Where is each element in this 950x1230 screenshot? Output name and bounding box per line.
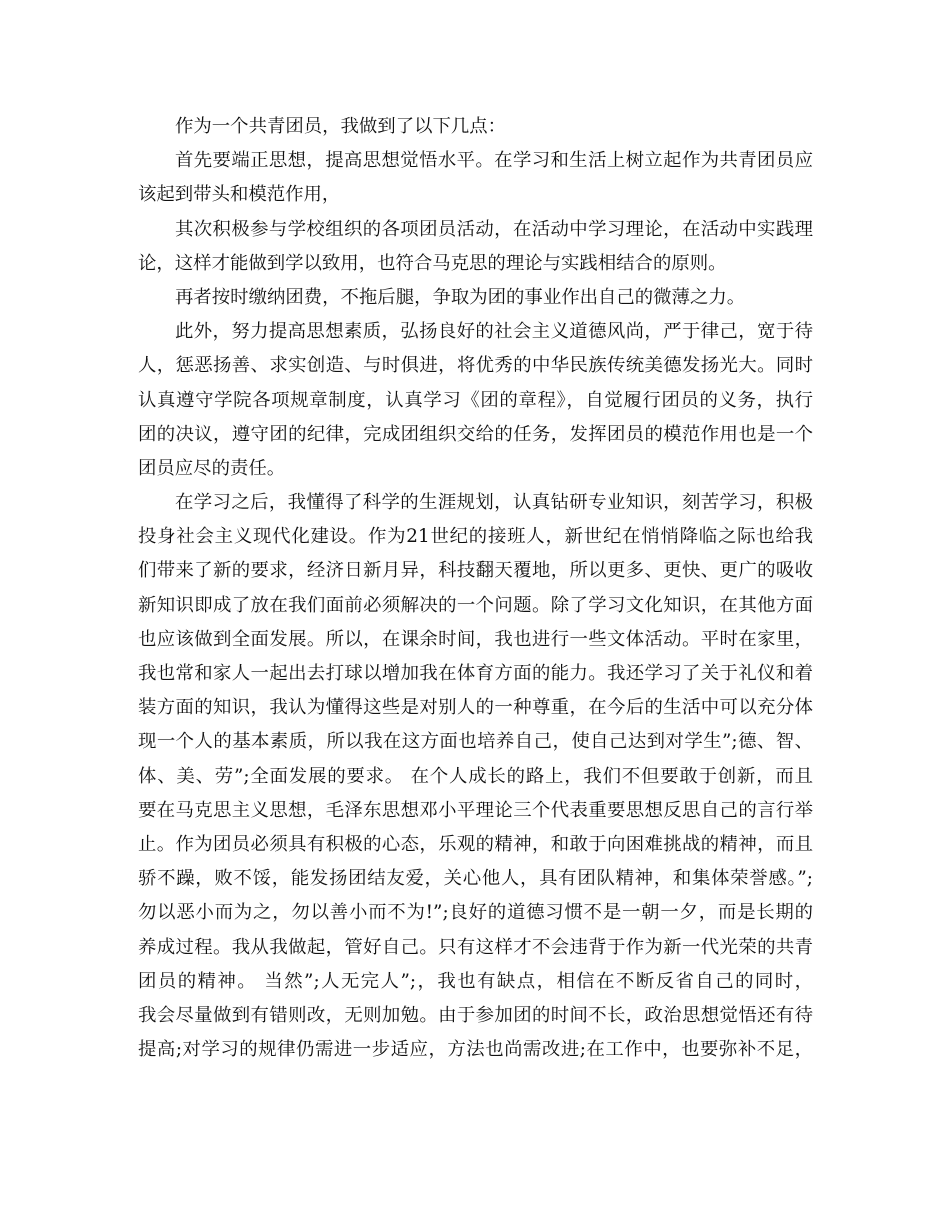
text-line: 投身社会主义现代化建设。作为21世纪的接班人，新世纪在悄悄降临之际也给我 xyxy=(138,526,813,548)
text-line: 人，惩恶扬善、求实创造、与时俱进，将优秀的中华民族传统美德发扬光大。同时 xyxy=(138,355,813,377)
document-body xyxy=(138,110,813,1067)
text-line: 提高;对学习的规律仍需进一步适应，方法也尚需改进;在工作中，也要弥补不足， xyxy=(138,1039,813,1061)
text-line: 装方面的知识，我认为懂得这些是对别人的一种尊重，在今后的生活中可以充分体 xyxy=(138,697,813,719)
paragraph xyxy=(138,315,813,486)
text-line: 该起到带头和模范作用， xyxy=(138,184,341,206)
paragraph xyxy=(138,144,813,212)
paragraph xyxy=(138,486,813,1067)
text-line: 也应该做到全面发展。所以，在课余时间，我也进行一些文体活动。平时在家里， xyxy=(138,628,813,650)
text-line: 新知识即成了放在我们面前必须解决的一个问题。除了学习文化知识，在其他方面 xyxy=(138,594,813,616)
text-line: 们带来了新的要求，经济日新月异，科技翻天覆地，所以更多、更快、更广的吸收 xyxy=(138,560,813,582)
text-line: 再者按时缴纳团费，不拖后腿，争取为团的事业作出自己的微薄之力。 xyxy=(175,286,746,308)
text-line: 勿以恶小而为之，勿以善小而不为!”;良好的道德习惯不是一朝一夕，而是长期的 xyxy=(138,902,813,924)
text-line: 骄不躁，败不馁，能发扬团结友爱，关心他人，具有团队精神，和集体荣誉感。”; xyxy=(138,868,813,890)
paragraph xyxy=(138,110,813,144)
text-line: 我会尽量做到有错则改，无则加勉。由于参加团的时间不长，政治思想觉悟还有待 xyxy=(138,1004,813,1026)
text-line: 团员的精神。 当然”;人无完人”;，我也有缺点，相信在不断反省自己的同时， xyxy=(138,970,813,992)
text-line: 要在马克思主义思想，毛泽东思想邓小平理论三个代表重要思想反思自己的言行举 xyxy=(138,799,813,821)
text-line: 我也常和家人一起出去打球以增加我在体育方面的能力。我还学习了关于礼仪和着 xyxy=(138,663,813,684)
text-line: 首先要端正思想，提高思想觉悟水平。在学习和生活上树立起作为共青团员应 xyxy=(175,150,813,172)
text-line: 其次积极参与学校组织的各项团员活动，在活动中学习理论，在活动中实践理 xyxy=(175,218,813,240)
text-line: 现一个人的基本素质，所以我在这方面也培养自己，使自己达到对学生”;德、智、 xyxy=(138,731,813,753)
paragraph xyxy=(138,213,813,281)
text-line: 体、美、劳”;全面发展的要求。 在个人成长的路上，我们不但要敢于创新，而且 xyxy=(138,765,813,787)
text-line: 作为一个共青团员，我做到了以下几点： xyxy=(175,116,507,137)
text-line: 养成过程。我从我做起，管好自己。只有这样才不会违背于作为新一代光荣的共青 xyxy=(138,936,813,958)
text-line: 团员应尽的责任。 xyxy=(138,457,286,479)
text-line: 止。作为团员必须具有积极的心态，乐观的精神，和敢于向困难挑战的精神，而且 xyxy=(138,833,813,855)
text-line: 在学习之后，我懂得了科学的生涯规划，认真钻研专业知识，刻苦学习，积极 xyxy=(175,492,813,514)
text-line: 此外，努力提高思想素质，弘扬良好的社会主义道德风尚，严于律己，宽于待 xyxy=(175,321,813,343)
text-line: 论，这样才能做到学以致用，也符合马克思的理论与实践相结合的原则。 xyxy=(138,252,727,274)
paragraph xyxy=(138,281,813,315)
text-line: 认真遵守学院各项规章制度，认真学习《团的章程》，自觉履行团员的义务，执行 xyxy=(138,389,813,411)
text-line: 团的决议，遵守团的纪律，完成团组织交给的任务，发挥团员的模范作用也是一个 xyxy=(138,423,813,445)
